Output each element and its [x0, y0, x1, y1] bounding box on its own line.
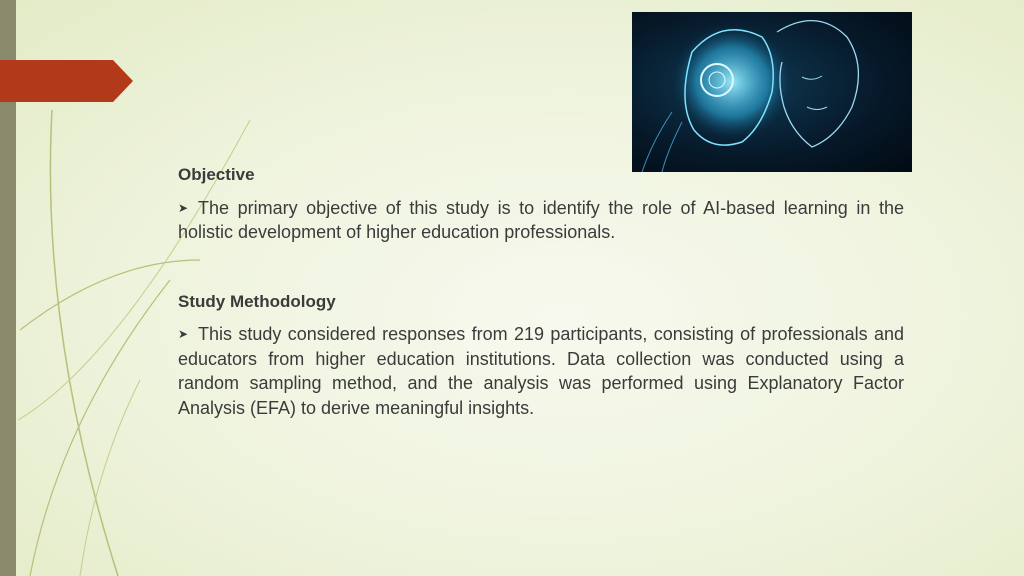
content-area — [178, 163, 904, 420]
objective-text: The primary objective of this study is to identify the role of AI-based learning in the holistic development of higher education professionals. — [178, 197, 904, 242]
objective-heading: Objective — [178, 165, 255, 184]
bullet-arrow-icon: ➤ — [178, 200, 189, 215]
methodology-bullet — [178, 322, 904, 420]
methodology-heading: Study Methodology — [178, 291, 336, 311]
title-accent-arrow — [0, 60, 133, 102]
bullet-arrow-icon: ➤ — [178, 327, 189, 341]
objective-bullet — [178, 196, 904, 245]
ai-human-faces-image — [632, 12, 912, 172]
methodology-text: This study considered responses from 219 participants, consisting of professionals and educators from higher education institutions. Data collection was conducted using a random sampling method, and the analysis was performed using Explanatory Factor Analysis (EFA) to derive meaningful insights. — [178, 324, 904, 418]
